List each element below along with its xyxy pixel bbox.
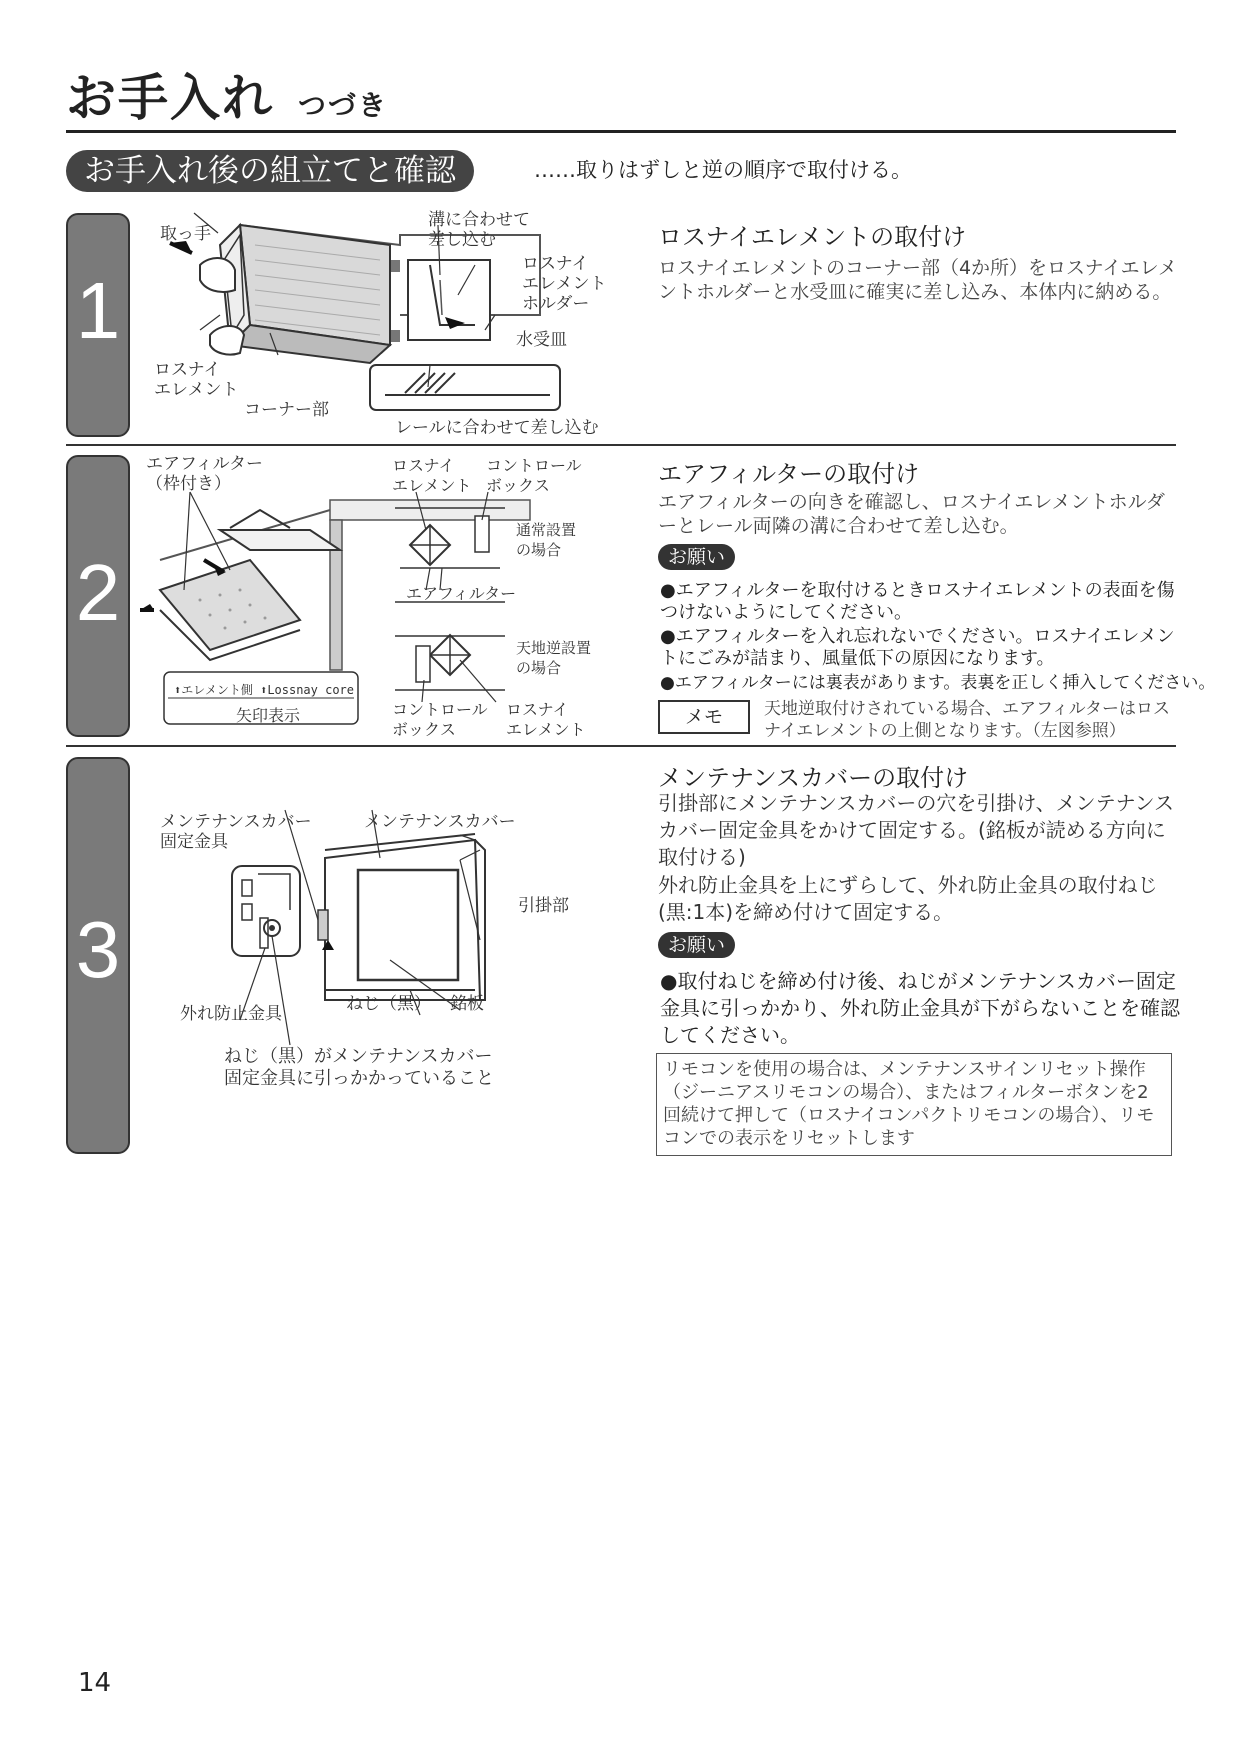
title-rule — [66, 130, 1176, 133]
step-2-label-normal: 通常設置 の場合 — [516, 521, 577, 559]
step-2-arrow-label: ⬆エレメント側 ⬆Lossnay core — [174, 683, 355, 697]
step-1-text: ロスナイエレメントのコーナー部（4か所）をロスナイエレメントホルダーと水受皿に確実に差し込み、本体内に納める。 — [658, 257, 1178, 303]
step-2-bullet-3: ●エアフィルターには裏表があります。表裏を正しく挿入してください。 — [660, 673, 1216, 693]
page-title-sub: つづき — [298, 89, 389, 122]
step-3-label-caption: ねじ（黒）がメンテナンスカバー 固定金具に引っかかっていること — [224, 1046, 494, 1089]
step-2-arrow-caption: 矢印表示 — [236, 706, 301, 725]
step-2-heading: エアフィルターの取付け — [658, 460, 920, 488]
step-1-illustration — [140, 205, 640, 440]
page-number: 14 — [78, 1668, 112, 1698]
step-2-label-inverted: 天地逆設置 の場合 — [516, 639, 592, 677]
step-2-number: 2 — [75, 548, 121, 637]
step-1-number: 1 — [75, 266, 121, 355]
step-2-bullet-1: ●エアフィルターを取付けるときロスナイエレメントの表面を傷つけないようにしてください。 — [660, 580, 1175, 623]
step-3-note: リモコンを使用の場合は、メンテナンスサインリセット操作（ジーニアスリモコンの場合）、またはフィルターボタンを2回続けて押して（ロスナイコンパクトリモコンの場合）、リモコンでの表示をリセットします — [656, 1053, 1172, 1156]
step-2-label-element-bottom: ロスナイ エレメント — [506, 700, 586, 739]
step-2-tab — [66, 455, 130, 737]
step-1-label-tray: 水受皿 — [516, 330, 567, 350]
section-note: ……取りはずしと逆の順序で取付ける。 — [534, 158, 912, 182]
step-3-heading: メンテナンスカバーの取付け — [658, 764, 969, 792]
section-title: お手入れ後の組立てと確認 — [66, 150, 474, 192]
page-title-main: お手入れ — [66, 69, 274, 127]
step-2-label-filter-mid: エアフィルター — [406, 584, 517, 603]
step-2-memo-label: メモ — [658, 700, 750, 734]
step-3-text-2: 外れ防止金具を上にずらして、外れ防止金具の取付ねじ(黒:1本)を締め付けて固定する。 — [658, 873, 1158, 924]
step-3-label-cover: メンテナンスカバー — [364, 812, 516, 832]
step-2-text: エアフィルターの向きを確認し、ロスナイエレメントホルダーとレール両隣の溝に合わせて差し込む。 — [658, 491, 1165, 537]
step-2-label-control-bottom: コントロール ボックス — [392, 700, 488, 739]
step-1-label-rail: レールに合わせて差し込む — [395, 418, 599, 438]
step-2-label-element-top: ロスナイ エレメント — [392, 456, 472, 495]
step-2-bullet-2: ●エアフィルターを入れ忘れないでください。ロスナイエレメントにごみが詰まり、風量低下の原因になります。 — [660, 626, 1175, 669]
step-3-label-bracket: メンテナンスカバー 固定金具 — [160, 812, 312, 852]
step-1-label-element: ロスナイ エレメント — [154, 360, 239, 400]
step-1-label-corner: コーナー部 — [244, 400, 329, 420]
page-title — [66, 58, 388, 130]
step-divider-2 — [66, 745, 1176, 747]
step-3-label-stopper: 外れ防止金具 — [180, 1004, 282, 1024]
step-3-tab — [66, 757, 130, 1154]
step-3-number: 3 — [75, 905, 121, 994]
step-3-text-1: 引掛部にメンテナンスカバーの穴を引掛け、メンテナンスカバー固定金具をかけて固定する。(銘板が読める方向に取付ける) — [658, 791, 1174, 869]
step-divider-1 — [66, 444, 1176, 446]
step-1-label-groove: 溝に合わせて 差し込む — [428, 210, 530, 250]
step-3-request-badge: お願い — [658, 932, 735, 958]
step-1-label-holder: ロスナイ エレメント ホルダー — [522, 254, 607, 314]
step-2-memo-text: 天地逆取付けされている場合、エアフィルターはロスナイエレメントの上側となります。（左図参照） — [764, 699, 1170, 741]
step-1-tab — [66, 213, 130, 437]
step-2-label-air-filter: エアフィルター （枠付き） — [146, 454, 263, 494]
step-1-heading: ロスナイエレメントの取付け — [658, 223, 967, 251]
step-2-label-control-top: コントロール ボックス — [486, 456, 582, 495]
step-1-label-handle: 取っ手 — [160, 224, 211, 244]
step-3-label-nameplate: 銘板 — [450, 994, 484, 1014]
step-3-label-hook: 引掛部 — [518, 896, 569, 916]
step-2-request-badge: お願い — [658, 544, 735, 570]
step-3-bullet: ●取付ねじを締め付け後、ねじがメンテナンスカバー固定金具に引っかかり、外れ防止金具が下がらないことを確認してください。 — [660, 969, 1180, 1047]
step-3-label-screw: ねじ（黒） — [346, 994, 431, 1014]
